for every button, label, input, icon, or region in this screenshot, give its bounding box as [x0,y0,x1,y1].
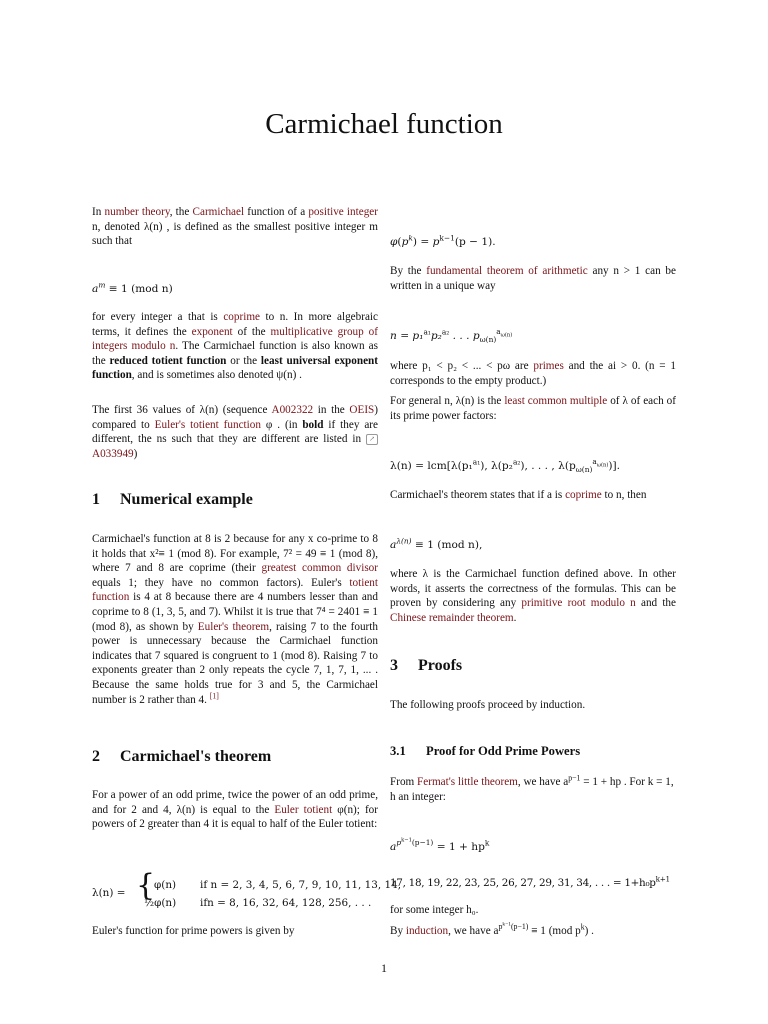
first36-paragraph: The first 36 values of λ(n) (sequence A002322 in the OEIS) compared to Euler's totient function φ . (in bold if they are different, the ns such that they are different are listed in ↗ A033949) [92,404,379,460]
case-1-condition: if n = 2, 3, 4, 5, 6, 7, 9, 10, 11, 13, 14, [200,879,401,891]
equation-a-lambda: $a^{\lambda(n)} \equiv 1$ (mod n), [390,536,483,551]
fta-paragraph: By the fundamental theorem of arithmetic any n > 1 can be written in a unique way [390,265,676,292]
link-a033949[interactable]: A033949 [92,447,134,460]
link-induction[interactable]: induction [405,925,449,937]
link-number-theory[interactable]: number theory [104,206,170,218]
case-2-condition: ifn = 8, 16, 32, 64, 128, 256, . . . [200,897,372,909]
reference-1-link[interactable]: [1] [209,690,219,700]
link-chinese-remainder-theorem[interactable]: Chinese remainder theorem [390,611,514,624]
link-primitive-root[interactable]: primitive root modulo n [521,597,636,610]
intro-paragraph: In number theory, the Carmichael function of a positive integer n, denoted λ(n) , is defined as the smallest positive integer m such that [92,206,378,248]
euler-prime-powers-text: Euler's function for prime powers is given by [92,925,295,937]
link-least-common-multiple[interactable]: least common multiple [504,395,608,407]
cases-lhs: λ(n) = [92,887,126,899]
case-2-value: ½φ(n) [144,897,177,909]
fermat-paragraph: From Fermat's little theorem, we have $a^{p-1} = 1$ + hp . For k = 1, h an integer: [390,773,674,803]
carmichael-theorem-statement: Carmichael's theorem states that if a is coprime to n, then [390,489,647,501]
link-multiplicative-group[interactable]: multiplicative group of integers modulo n [92,325,378,353]
equation-lcm: λ(n) = lcm[λ(p₁$^{a_1}$), λ(p₂$^{a_2}$), . . . , $\lambda(p_{\omega(n)}^{a_{\omega(n)}})$]. [390,457,621,475]
equation-apk: $a^{p^{k-1}(p-1)} = 1 + hp^k$ [390,838,490,853]
general-n-paragraph: For general n, λ(n) is the least common multiple of λ of each of its prime power factors: [390,395,676,422]
equation-factorization: n = p₁$^{a_1}$p₂$^{a_2}$ . . . $p_{\omega(n)}^{a_{\omega(n)}}$ [390,327,513,345]
case-1-value: φ(n) [154,879,177,891]
where-lambda-paragraph: where λ is the Carmichael function defined above. In other words, it asserts the correctness of the formulas. This can be proven by considering any primitive root modulo n and the Chinese remainder theorem. [390,568,676,624]
section-1-heading: 1 Numerical example [92,491,253,508]
theorem-paragraph: For a power of an odd prime, twice the power of an odd prime, and for 2 and 4, λ(n) is equal to the Euler totient φ(n); for powers of 2 greater than 4 it is equal to half of the Euler totient: [92,789,378,831]
link-primes[interactable]: primes [533,360,564,372]
induction-paragraph: By induction, we have $a^{p^{k-1}(p-1)} \equiv 1$ (mod $p^k$) . [390,921,594,937]
overlapping-formula-text: 17, 18, 19, 22, 23, 25, 26, 27, 29, 31, 34, . . . = $1+h_0p^{k+1}$ [390,874,670,889]
link-euler-totient-function[interactable]: Euler's totient function [154,418,261,431]
link-gcd[interactable]: greatest common divisor [261,562,379,575]
link-euler-totient[interactable]: Euler totient [274,803,333,816]
subsection-3-1-heading: 3.1 Proof for Odd Prime Powers [390,744,581,758]
equation-am: $a^m \equiv 1$ (mod n) [92,280,173,295]
some-integer-text: for some integer h₀. [390,904,479,916]
link-a002322[interactable]: A002322 [271,404,314,416]
link-fermats-little-theorem[interactable]: Fermat's little theorem [417,776,518,788]
section-2-heading: 2 Carmichael's theorem [92,748,272,765]
link-carmichael[interactable]: Carmichael [192,206,245,218]
page-number: 1 [381,961,387,975]
external-link-icon: ↗ [366,434,378,445]
equation-phi: $\varphi(p^k) = p^{k-1}(p - 1)$. [390,233,496,248]
numerical-paragraph: Carmichael's function at 8 is 2 because for any x co-prime to 8 it holds that x²≡ 1 (mod 8). For example, 7² = 49 ≡ 1 (mod 8), where 7 and 8 are coprime (their greatest common divisor equals 1; they have no common factors). Euler's totient function is 4 at 8 because there are 4 numbers lesser than and coprime to 8 (1, 3, 5, and 7). Whilst it is true that 7⁴ = 2401 ≡ 1 (mod 8), as shown by Euler's theorem, raising 7 to the fourth power is unnecessary because the Carmichael function indicates that 7 squared is congruent to 1 (mod 8). Raising 7 to exponents greater than 2 only repeats the cycle 7, 1, 7, 1, ... . Because the same holds true for 3 and 5, the Carmichael number is 2 rather than 4. [1] [92,533,379,706]
cases-brace: { [136,868,156,903]
where-primes-paragraph: where p₁ < p₂ < ... < pω are primes and the ai > 0. (n = 1 corresponds to the empty product.) [390,360,676,387]
proofs-intro-text: The following proofs proceed by induction. [390,699,586,711]
link-eulers-theorem[interactable]: Euler's theorem [197,620,270,633]
link-totient-function[interactable]: totient function [92,576,378,604]
link-coprime-2[interactable]: coprime [565,489,602,501]
page-title: Carmichael function [265,108,503,140]
link-exponent[interactable]: exponent [191,325,233,338]
link-coprime[interactable]: coprime [223,311,260,323]
link-fundamental-theorem[interactable]: fundamental theorem of arithmetic [426,265,588,277]
link-oeis[interactable]: OEIS [349,404,375,416]
link-positive-integer[interactable]: positive integer [308,206,378,218]
section-3-heading: 3 Proofs [390,657,463,674]
coprime-paragraph: for every integer a that is coprime to n. In more algebraic terms, it defines the exponent of the multiplicative group of integers modulo n. The Carmichael function is also known as the reduced totient function or the least universal exponent function, and is sometimes also denoted ψ(n) . [92,311,379,382]
